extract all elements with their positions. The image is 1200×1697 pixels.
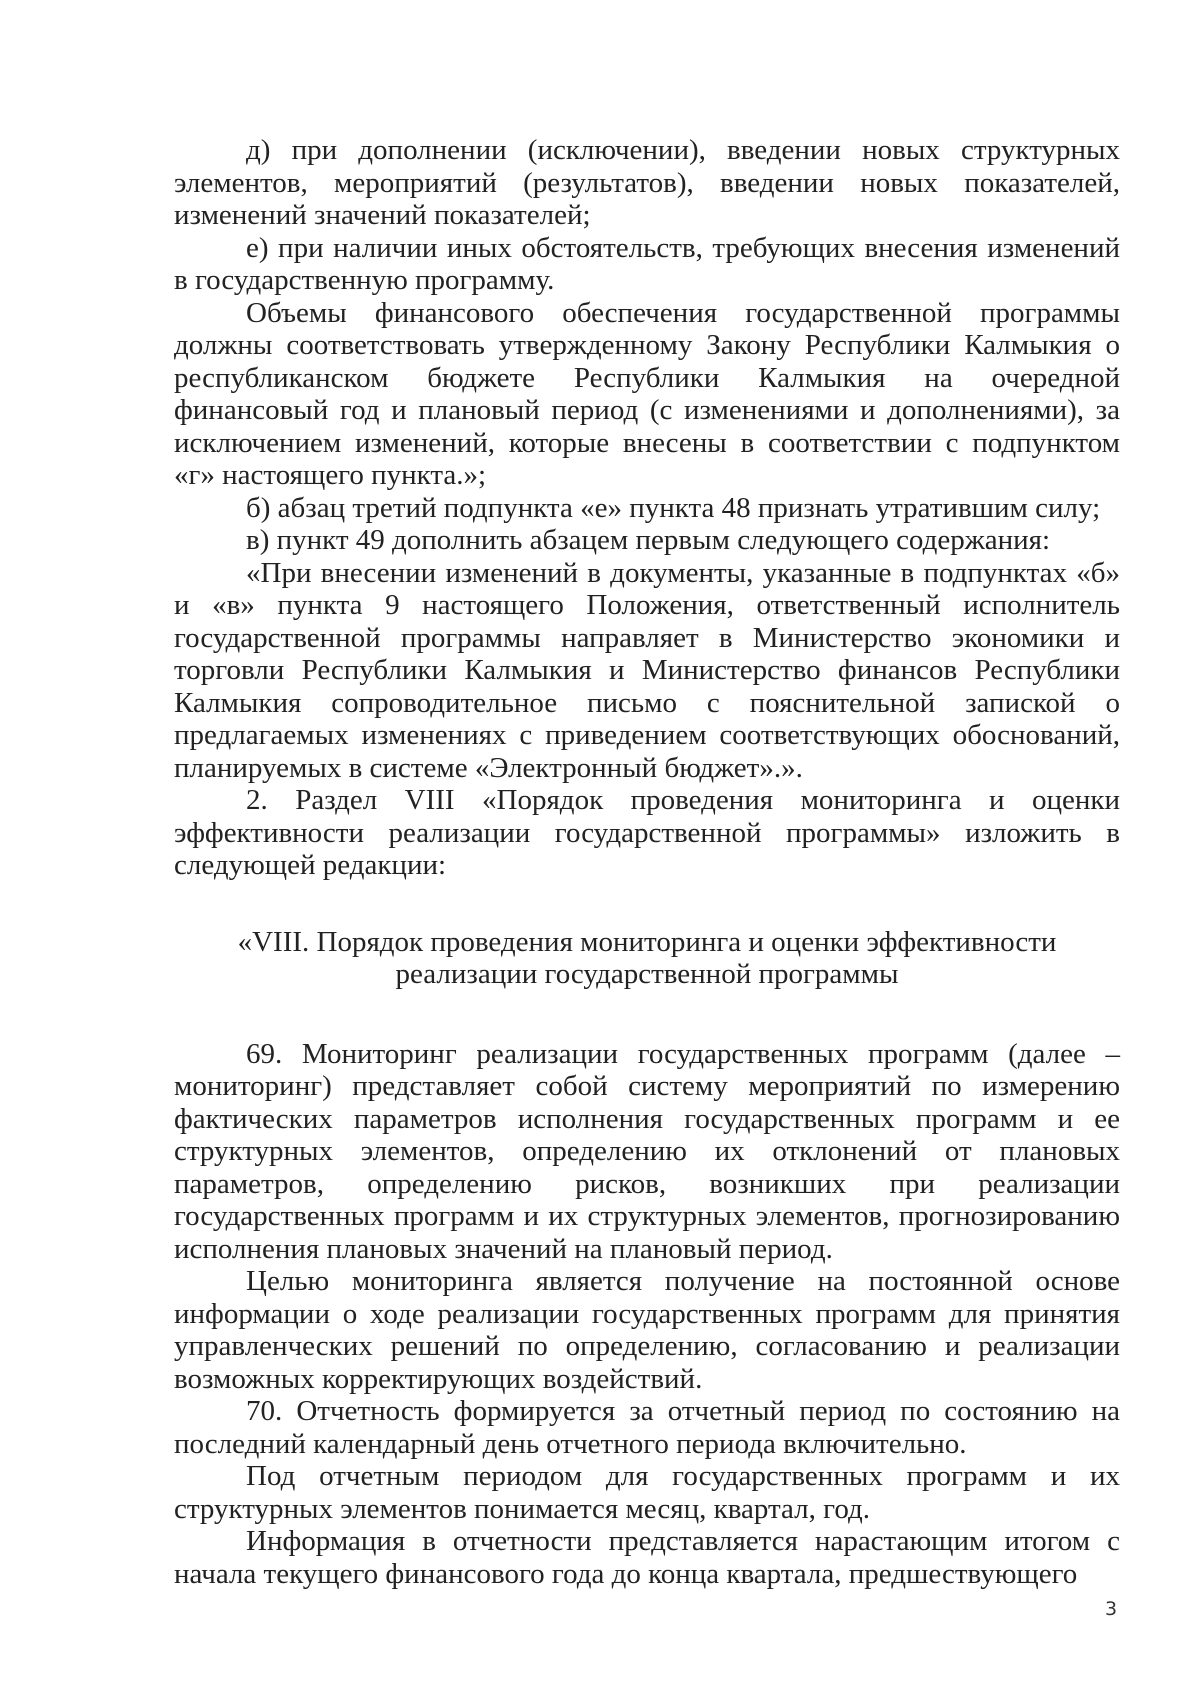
paragraph-section-viii-intro: 2. Раздел VIII «Порядок проведения мониторинга и оценки эффективности реализации государственной программы» изложить в следующей редакции: — [174, 784, 1120, 881]
paragraph-financing-volumes: Объемы финансового обеспечения государственной программы должны соответствовать утвержденному Закону Республики Калмыкия о республиканском бюджете Республики Калмыкия на очередной финансовый год и плановый период (с изменениями и дополнениями), за исключением изменений, которые внесены в соответствии с подпунктом «г» настоящего пункта.»; — [174, 296, 1120, 491]
paragraph-item-70: 70. Отчетность формируется за отчетный период по состоянию на последний календарный день отчетного периода включительно. — [174, 1395, 1120, 1460]
paragraph-monitoring-goal: Целью мониторинга является получение на постоянной основе информации о ходе реализации государственных программ для принятия управленческих решений по определению, согласованию и реализации возможных корректирующих воздействий. — [174, 1265, 1120, 1395]
paragraph-item-69: 69. Мониторинг реализации государственных программ (далее – мониторинг) представляет собой систему мероприятий по измерению фактических параметров исполнения государственных программ и ее структурных элементов, определению их отклонений от плановых параметров, определению рисков, возникших при реализации государственных программ и их структурных элементов, прогнозированию исполнения плановых значений на плановый период. — [174, 1037, 1120, 1265]
paragraph-subitem-e: е) при наличии иных обстоятельств, требующих внесения изменений в государственную программу. — [174, 231, 1120, 296]
paragraph-subitem-v: в) пункт 49 дополнить абзацем первым следующего содержания: — [246, 524, 1051, 556]
paragraph-cumulative-info: Информация в отчетности представляется нарастающим итогом с начала текущего финансового года до конца квартала, предшествующего — [174, 1525, 1120, 1590]
paragraph-subitem-d: д) при дополнении (исключении), введении новых структурных элементов, мероприятий (результатов), введении новых показателей, изменений значений показателей; — [174, 134, 1120, 231]
page-number: 3 — [1105, 1598, 1118, 1620]
paragraph-amendment-quote: «При внесении изменений в документы, указанные в подпунктах «б» и «в» пункта 9 настоящего Положения, ответственный исполнитель государственной программы направляет в Министерство экономики и торговли Республики Калмыкия и Министерство финансов Республики Калмыкия сопроводительное письмо с пояснительной запиской о предлагаемых изменениях с приведением соответствующих обоснований, планируемых в системе «Электронный бюджет».». — [174, 556, 1120, 784]
section-heading: «VIII. Порядок проведения мониторинга и оценки эффективности реализации государственной программы — [237, 925, 1057, 990]
paragraph-subitem-b: б) абзац третий подпункта «е» пункта 48 признать утратившим силу; — [246, 491, 1101, 524]
paragraph-reporting-period: Под отчетным периодом для государственных программ и их структурных элементов понимается месяц, квартал, год. — [174, 1460, 1120, 1525]
document-body — [174, 134, 1120, 1590]
